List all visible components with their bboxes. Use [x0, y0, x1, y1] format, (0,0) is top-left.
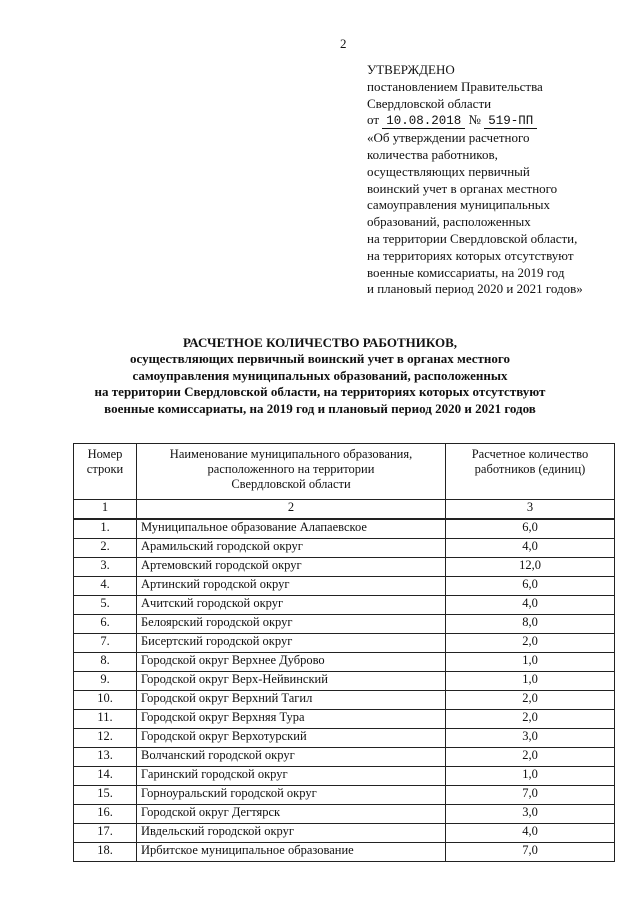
municipality-name: Волчанский городской округ	[137, 748, 446, 767]
worker-count: 1,0	[446, 672, 615, 691]
header-text-line: расположенного на территории	[207, 462, 375, 476]
row-number: 7.	[74, 634, 137, 653]
table-row	[74, 843, 615, 862]
municipality-name: Муниципальное образование Алапаевское	[137, 519, 446, 539]
document-title	[40, 335, 600, 417]
row-number: 6.	[74, 615, 137, 634]
approval-subject	[367, 130, 629, 298]
municipality-name: Городской округ Дегтярск	[137, 805, 446, 824]
approval-subject-line: образований, расположенных	[367, 214, 531, 230]
table-row	[74, 653, 615, 672]
worker-count: 1,0	[446, 767, 615, 786]
table-row	[74, 786, 615, 805]
title-sub-line: самоуправления муниципальных образований, расположенных	[132, 367, 508, 383]
row-number: 4.	[74, 577, 137, 596]
worker-count: 4,0	[446, 539, 615, 558]
header-text-line: Номер	[87, 447, 123, 461]
workers-table	[73, 443, 615, 862]
worker-count: 2,0	[446, 710, 615, 729]
column-numbers-row	[74, 500, 615, 520]
approval-subject-line: и плановый период 2020 и 2021 годов»	[367, 281, 583, 297]
table-row	[74, 615, 615, 634]
municipality-name: Артемовский городской округ	[137, 558, 446, 577]
worker-count: 6,0	[446, 519, 615, 539]
municipality-name: Городской округ Верхний Тагил	[137, 691, 446, 710]
table-row	[74, 539, 615, 558]
approval-number: 519-ПП	[484, 114, 537, 129]
table-row	[74, 596, 615, 615]
approval-from-prefix: от	[367, 112, 380, 128]
worker-count: 7,0	[446, 843, 615, 862]
approval-block	[367, 62, 629, 298]
header-text-line: Наименование муниципального образования,	[169, 447, 413, 461]
municipality-name: Белоярский городской округ	[137, 615, 446, 634]
municipality-name: Ачитский городской округ	[137, 596, 446, 615]
row-number: 9.	[74, 672, 137, 691]
title-sub-line: на территории Свердловской области, на территориях которых отсутствуют	[94, 384, 546, 400]
title-sub-line: военные комиссариаты, на 2019 год и плановый период 2020 и 2021 годов	[104, 400, 536, 416]
column-number: 2	[137, 500, 446, 520]
municipality-name: Бисертский городской округ	[137, 634, 446, 653]
header-text-line: Расчетное количество	[471, 447, 589, 461]
table-row	[74, 767, 615, 786]
municipality-name: Городской округ Верхотурский	[137, 729, 446, 748]
worker-count: 3,0	[446, 805, 615, 824]
row-number: 15.	[74, 786, 137, 805]
municipality-name: Ирбитское муниципальное образование	[137, 843, 446, 862]
approval-line-2: Свердловской области	[367, 95, 492, 111]
municipality-name: Городской округ Верхняя Тура	[137, 710, 446, 729]
table-header-row	[74, 444, 615, 500]
table-row	[74, 519, 615, 539]
row-number: 16.	[74, 805, 137, 824]
approval-subject-line: «Об утверждении расчетного	[367, 130, 530, 146]
table-row	[74, 805, 615, 824]
municipality-name: Арамильский городской округ	[137, 539, 446, 558]
row-number: 8.	[74, 653, 137, 672]
table-row	[74, 672, 615, 691]
municipality-name: Артинский городской округ	[137, 577, 446, 596]
worker-count: 3,0	[446, 729, 615, 748]
worker-count: 7,0	[446, 786, 615, 805]
table-row	[74, 729, 615, 748]
column-number: 1	[74, 500, 137, 520]
worker-count: 2,0	[446, 634, 615, 653]
title-sub-line: осуществляющих первичный воинский учет в органах местного	[130, 351, 510, 367]
municipality-name: Ивдельский городской округ	[137, 824, 446, 843]
row-number: 11.	[74, 710, 137, 729]
header-worker-count	[446, 444, 615, 500]
row-number: 10.	[74, 691, 137, 710]
worker-count: 2,0	[446, 748, 615, 767]
worker-count: 2,0	[446, 691, 615, 710]
municipality-name: Городской округ Верх-Нейвинский	[137, 672, 446, 691]
approval-subject-line: на территориях которых отсутствуют	[367, 247, 574, 263]
approval-subject-line: на территории Свердловской области,	[367, 230, 578, 246]
municipality-name: Гаринский городской округ	[137, 767, 446, 786]
approval-heading: УТВЕРЖДЕНО	[367, 62, 455, 77]
worker-count: 6,0	[446, 577, 615, 596]
table-row	[74, 558, 615, 577]
table-row	[74, 824, 615, 843]
row-number: 13.	[74, 748, 137, 767]
table-row	[74, 748, 615, 767]
approval-subject-line: военные комиссариаты, на 2019 год	[367, 264, 565, 280]
row-number: 1.	[74, 519, 137, 539]
header-text-line: работников (единиц)	[474, 462, 586, 476]
row-number: 3.	[74, 558, 137, 577]
worker-count: 8,0	[446, 615, 615, 634]
worker-count: 4,0	[446, 824, 615, 843]
row-number: 18.	[74, 843, 137, 862]
worker-count: 1,0	[446, 653, 615, 672]
approval-subject-line: воинский учет в органах местного	[367, 180, 558, 196]
approval-date-line	[367, 112, 629, 130]
row-number: 17.	[74, 824, 137, 843]
approval-number-sign: №	[468, 112, 481, 128]
worker-count: 4,0	[446, 596, 615, 615]
table-row	[74, 577, 615, 596]
header-text-line: строки	[86, 462, 124, 476]
column-number: 3	[446, 500, 615, 520]
municipality-name: Городской округ Верхнее Дуброво	[137, 653, 446, 672]
header-row-number	[74, 444, 137, 500]
table-row	[74, 634, 615, 653]
row-number: 12.	[74, 729, 137, 748]
table-row	[74, 710, 615, 729]
approval-line-1: постановлением Правительства	[367, 78, 543, 94]
approval-date: 10.08.2018	[382, 114, 465, 129]
row-number: 2.	[74, 539, 137, 558]
row-number: 5.	[74, 596, 137, 615]
page-number: 2	[340, 36, 347, 51]
approval-subject-line: осуществляющих первичный	[367, 163, 530, 179]
row-number: 14.	[74, 767, 137, 786]
worker-count: 12,0	[446, 558, 615, 577]
approval-subject-line: самоуправления муниципальных	[367, 197, 551, 213]
municipality-name: Горноуральский городской округ	[137, 786, 446, 805]
header-text-line: Свердловской области	[231, 477, 351, 491]
approval-subject-line: количества работников,	[367, 146, 498, 162]
table-row	[74, 691, 615, 710]
title-main-line: РАСЧЕТНОЕ КОЛИЧЕСТВО РАБОТНИКОВ,	[182, 335, 458, 350]
header-municipality-name	[137, 444, 446, 500]
